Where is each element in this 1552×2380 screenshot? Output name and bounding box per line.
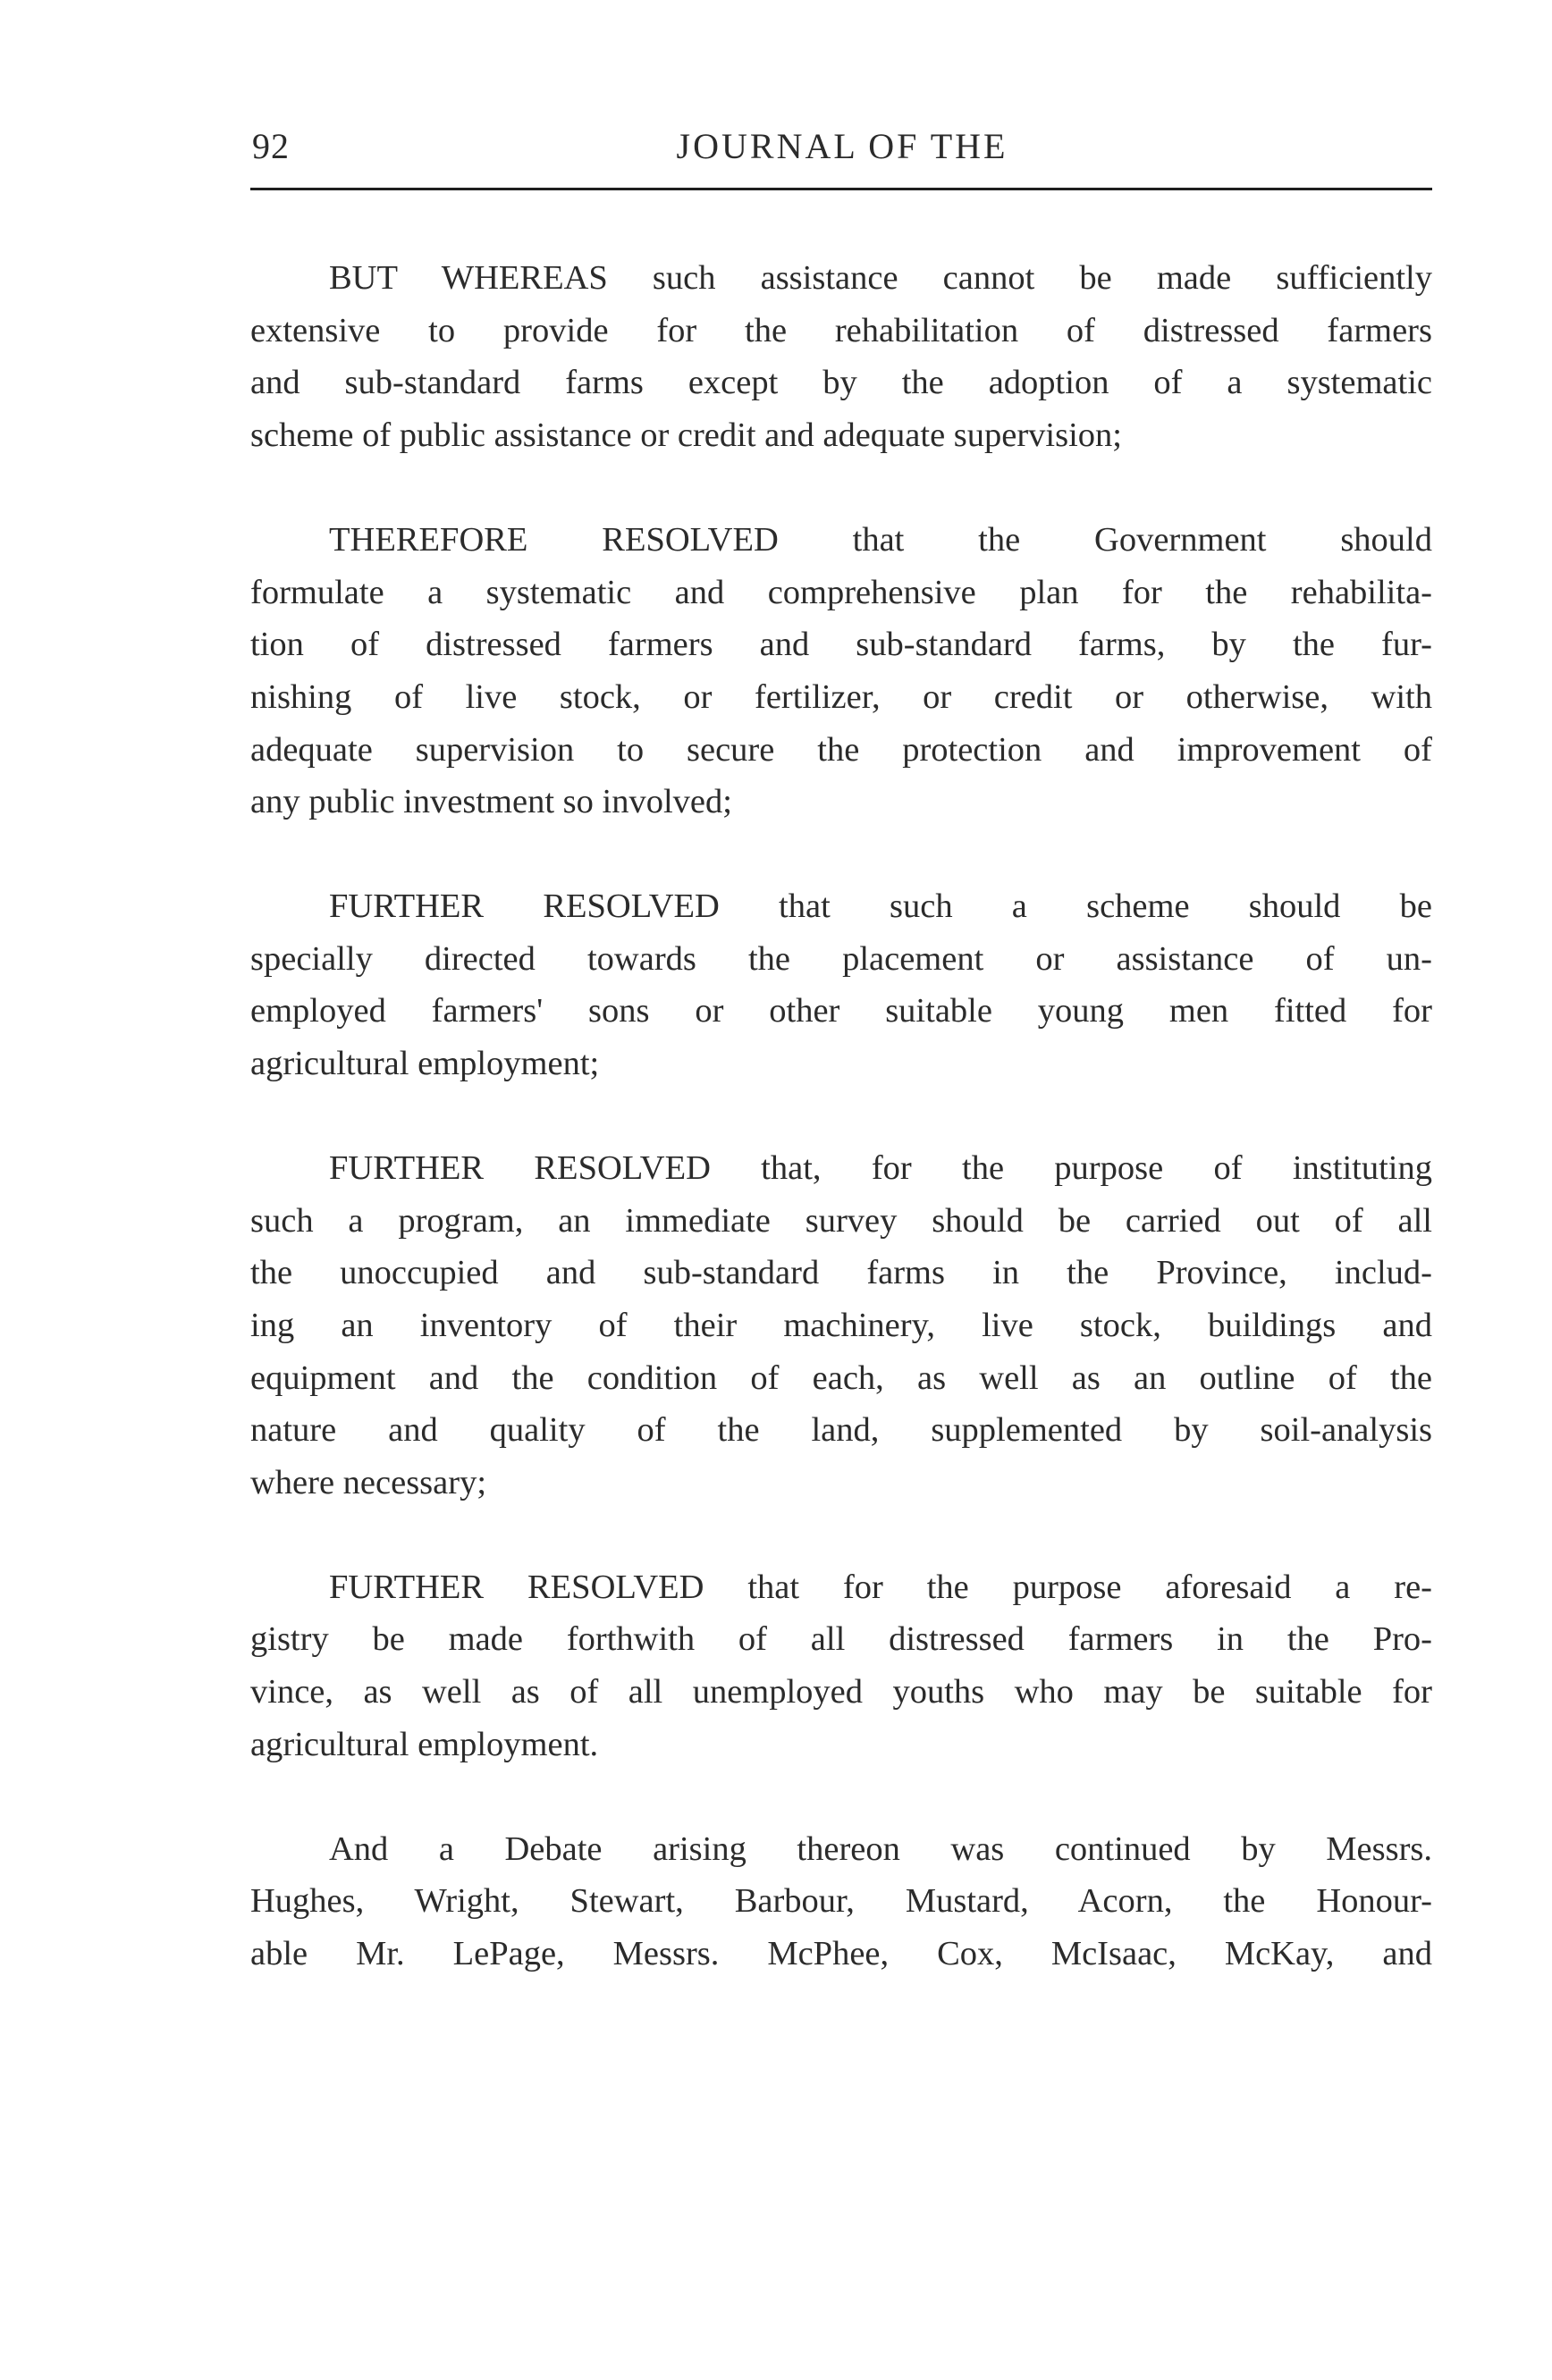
- text-line: agricultural employment.: [250, 1725, 599, 1763]
- text-line: formulate a systematic and comprehensive plan for the rehabilita-: [250, 573, 1432, 611]
- body-text: [250, 252, 1432, 2032]
- paragraph-further-resolved-scheme: [250, 880, 1432, 1090]
- text-line: FURTHER RESOLVED that, for the purpose of instituting: [329, 1148, 1432, 1187]
- text-line: agricultural employment;: [250, 1045, 600, 1083]
- paragraph-therefore-resolved: [250, 514, 1432, 828]
- text-line: the unoccupied and sub-standard farms in the Province, includ-: [250, 1254, 1432, 1292]
- text-line: such a program, an immediate survey should be carried out of all: [250, 1201, 1432, 1240]
- text-line: And a Debate arising thereon was continued by Messrs.: [329, 1829, 1432, 1868]
- text-line: FURTHER RESOLVED that such a scheme should be: [329, 887, 1432, 926]
- page-header: [252, 125, 1432, 179]
- text-line: equipment and the condition of each, as well as an outline of the: [250, 1358, 1432, 1397]
- paragraph-further-resolved-registry: [250, 1561, 1432, 1771]
- text-line: gistry be made forthwith of all distressed farmers in the Pro-: [250, 1620, 1432, 1659]
- paragraph-but-whereas: [250, 252, 1432, 462]
- text-line: any public investment so involved;: [250, 783, 732, 821]
- text-line: scheme of public assistance or credit and adequate supervision;: [250, 416, 1123, 455]
- text-line: nature and quality of the land, supplemented by soil-analysis: [250, 1411, 1432, 1450]
- text-line: and sub-standard farms except by the adoption of a systematic: [250, 364, 1432, 402]
- text-line: FURTHER RESOLVED that for the purpose aforesaid a re-: [329, 1568, 1432, 1606]
- text-line: ing an inventory of their machinery, live stock, buildings and: [250, 1306, 1432, 1344]
- text-line: BUT WHEREAS such assistance cannot be made sufficiently: [329, 259, 1432, 297]
- text-line: extensive to provide for the rehabilitation of distressed farmers: [250, 311, 1432, 349]
- text-line: able Mr. LePage, Messrs. McPhee, Cox, McIsaac, McKay, and: [250, 1934, 1432, 1972]
- text-line: THEREFORE RESOLVED that the Government should: [329, 520, 1432, 559]
- paragraph-further-resolved-survey: [250, 1142, 1432, 1510]
- text-line: where necessary;: [250, 1464, 487, 1502]
- text-line: adequate supervision to secure the protection and improvement of: [250, 730, 1432, 769]
- text-line: Hughes, Wright, Stewart, Barbour, Mustard, Acorn, the Honour-: [250, 1882, 1432, 1921]
- text-line: nishing of live stock, or fertilizer, or credit or otherwise, with: [250, 677, 1432, 716]
- text-line: vince, as well as of all unemployed youths who may be suitable for: [250, 1673, 1432, 1711]
- paragraph-debate: [250, 1823, 1432, 1981]
- header-rule: [250, 188, 1432, 190]
- text-line: specially directed towards the placement or assistance of un-: [250, 939, 1432, 978]
- page-number: 92: [252, 126, 290, 166]
- text-line: tion of distressed farmers and sub-standard farms, by the fur-: [250, 626, 1432, 664]
- text-line: employed farmers' sons or other suitable young men fitted for: [250, 992, 1432, 1030]
- running-head: JOURNAL OF THE: [676, 126, 1008, 166]
